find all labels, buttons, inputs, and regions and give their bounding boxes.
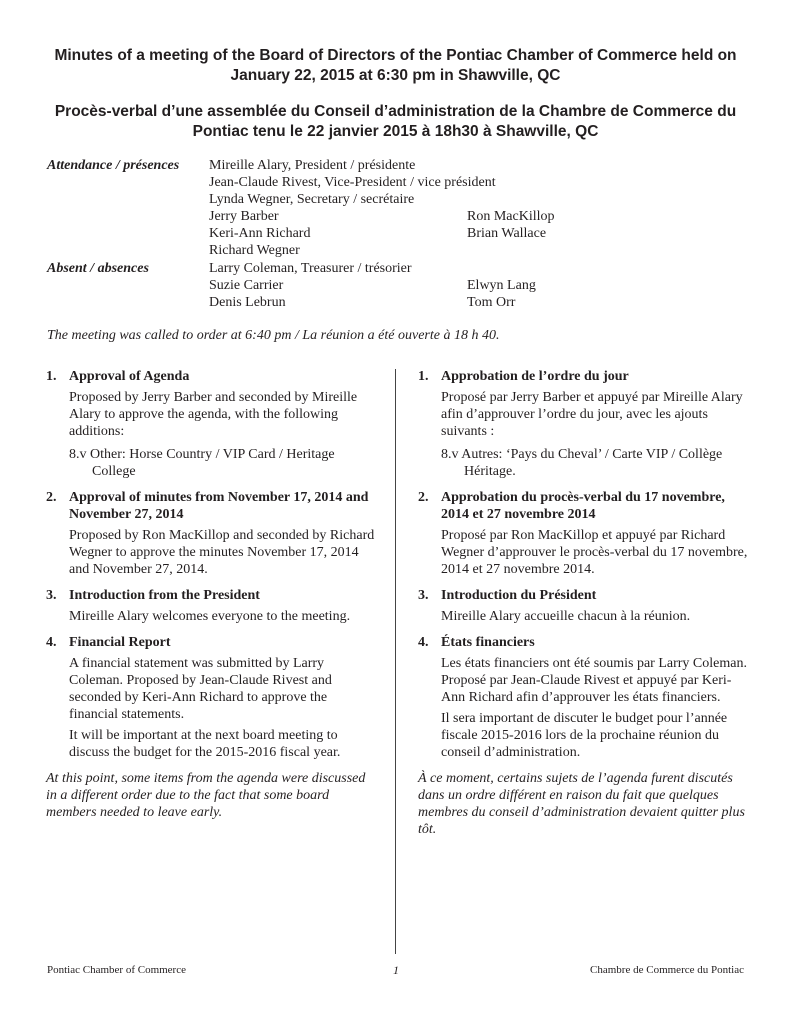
item-heading — [418, 587, 748, 604]
item-heading — [418, 368, 748, 385]
item-paragraph: Mireille Alary welcomes everyone to the meeting. — [69, 609, 351, 624]
attendee-name: Richard Wegner — [209, 243, 300, 258]
item-number: 1. — [46, 369, 57, 384]
title-english: Minutes of a meeting of the Board of Directors of the Pontiac Chamber of Commerce held on January 22, 2015 at 6:30 pm in Shawville, QC — [54, 47, 737, 84]
item-title: Introduction from the President — [69, 588, 260, 603]
item-number: 4. — [46, 635, 57, 650]
item-paragraph: Proposed by Jerry Barber and seconded by Mireille Alary to approve the agenda, with the following additions: — [69, 390, 358, 439]
item-paragraph: Il sera important de discuter le budget pour l’année fiscale 2015-2016 lors de la prochaine réunion du conseil d’administration. — [441, 711, 728, 760]
item-paragraph: Proposé par Jerry Barber et appuyé par Mireille Alary afin d’approuver l’ordre du jour, avec les ajouts suivants : — [441, 390, 743, 439]
item-heading — [418, 634, 748, 651]
attendee-name: Keri-Ann Richard — [209, 226, 311, 241]
item-number: 3. — [418, 588, 429, 603]
attendee-name: Brian Wallace — [467, 226, 547, 241]
called-to-order-note: The meeting was called to order at 6:40 pm / La réunion a été ouverte à 18 h 40. — [47, 328, 500, 343]
english-column — [46, 368, 376, 821]
agenda-item — [46, 489, 376, 578]
item-paragraph: Proposed by Ron MacKillop and seconded by Richard Wegner to approve the minutes November 17, 2014 and November 27, 2014. — [69, 528, 375, 577]
item-title: Approbation du procès-verbal du 17 novembre, 2014 et 27 novembre 2014 — [441, 490, 725, 522]
agenda-item — [418, 587, 748, 625]
item-heading — [46, 489, 376, 523]
item-paragraph: Mireille Alary accueille chacun à la réunion. — [441, 609, 691, 624]
item-title: États financiers — [441, 635, 535, 650]
column-divider — [395, 369, 396, 954]
agenda-item — [418, 368, 748, 480]
item-title: Approbation de l’ordre du jour — [441, 369, 629, 384]
item-number: 3. — [46, 588, 57, 603]
absent-name: Tom Orr — [467, 295, 516, 310]
footer-org-french: Chambre de Commerce du Pontiac — [590, 964, 744, 976]
item-title: Approval of Agenda — [69, 369, 190, 384]
item-subpoint: 8.v Autres: ‘Pays du Cheval’ / Carte VIP / Collège Héritage. — [441, 447, 723, 479]
attendee-name: Jerry Barber — [209, 209, 279, 224]
attendee-name: Ron MacKillop — [467, 209, 555, 224]
page-number: 1 — [393, 963, 399, 977]
attendee-name: Jean-Claude Rivest, Vice-President / vice président — [209, 175, 496, 190]
absent-name: Larry Coleman, Treasurer / trésorier — [209, 261, 412, 276]
agenda-item — [46, 634, 376, 761]
attendee-name: Lynda Wegner, Secretary / secrétaire — [209, 192, 415, 207]
item-paragraph: It will be important at the next board meeting to discuss the budget for the 2015-2016 fiscal year. — [69, 728, 341, 760]
agenda-item — [418, 489, 748, 578]
attendance-label: Attendance / présences — [47, 158, 180, 173]
agenda-item — [46, 587, 376, 625]
item-heading — [418, 489, 748, 523]
item-number: 4. — [418, 635, 429, 650]
absent-name: Elwyn Lang — [467, 278, 536, 293]
item-number: 1. — [418, 369, 429, 384]
order-change-note: At this point, some items from the agenda were discussed in a different order due to the fact that some board members needed to leave early. — [46, 771, 366, 820]
item-heading — [46, 587, 376, 604]
attendee-name: Mireille Alary, President / présidente — [209, 158, 416, 173]
title-french: Procès-verbal d’une assemblée du Conseil d’administration de la Chambre de Commerce du Pontiac tenu le 22 janvier 2015 à 18h30 à Shawville, QC — [54, 103, 737, 140]
item-paragraph: A financial statement was submitted by Larry Coleman. Proposed by Jean-Claude Rivest and seconded by Keri-Ann Richard to approve the financial statements. — [69, 656, 332, 722]
order-change-note: À ce moment, certains sujets de l’agenda furent discutés dans un ordre différent en raison du fait que quelques membres du conseil d’administration devaient quitter plus tôt. — [418, 771, 745, 837]
item-number: 2. — [418, 490, 429, 505]
absent-label: Absent / absences — [47, 261, 149, 276]
french-column — [418, 368, 748, 838]
item-title: Introduction du Président — [441, 588, 597, 603]
item-title: Financial Report — [69, 635, 171, 650]
item-subpoint: 8.v Other: Horse Country / VIP Card / Heritage College — [69, 447, 335, 479]
agenda-item — [418, 634, 748, 761]
item-title: Approval of minutes from November 17, 2014 and November 27, 2014 — [69, 490, 369, 522]
absent-name: Denis Lebrun — [209, 295, 286, 310]
footer-org-english: Pontiac Chamber of Commerce — [47, 964, 186, 976]
agenda-item — [46, 368, 376, 480]
item-paragraph: Les états financiers ont été soumis par Larry Coleman. Proposé par Jean-Claude Rivest et appuyé par Keri-Ann Richard afin d’approuver les états financiers. — [441, 656, 747, 705]
absent-name: Suzie Carrier — [209, 278, 284, 293]
item-heading — [46, 634, 376, 651]
item-paragraph: Proposé par Ron MacKillop et appuyé par Richard Wegner d’approuver le procès-verbal du 17 novembre, 2014 et 27 novembre 2014. — [441, 528, 748, 577]
item-number: 2. — [46, 490, 57, 505]
item-heading — [46, 368, 376, 385]
